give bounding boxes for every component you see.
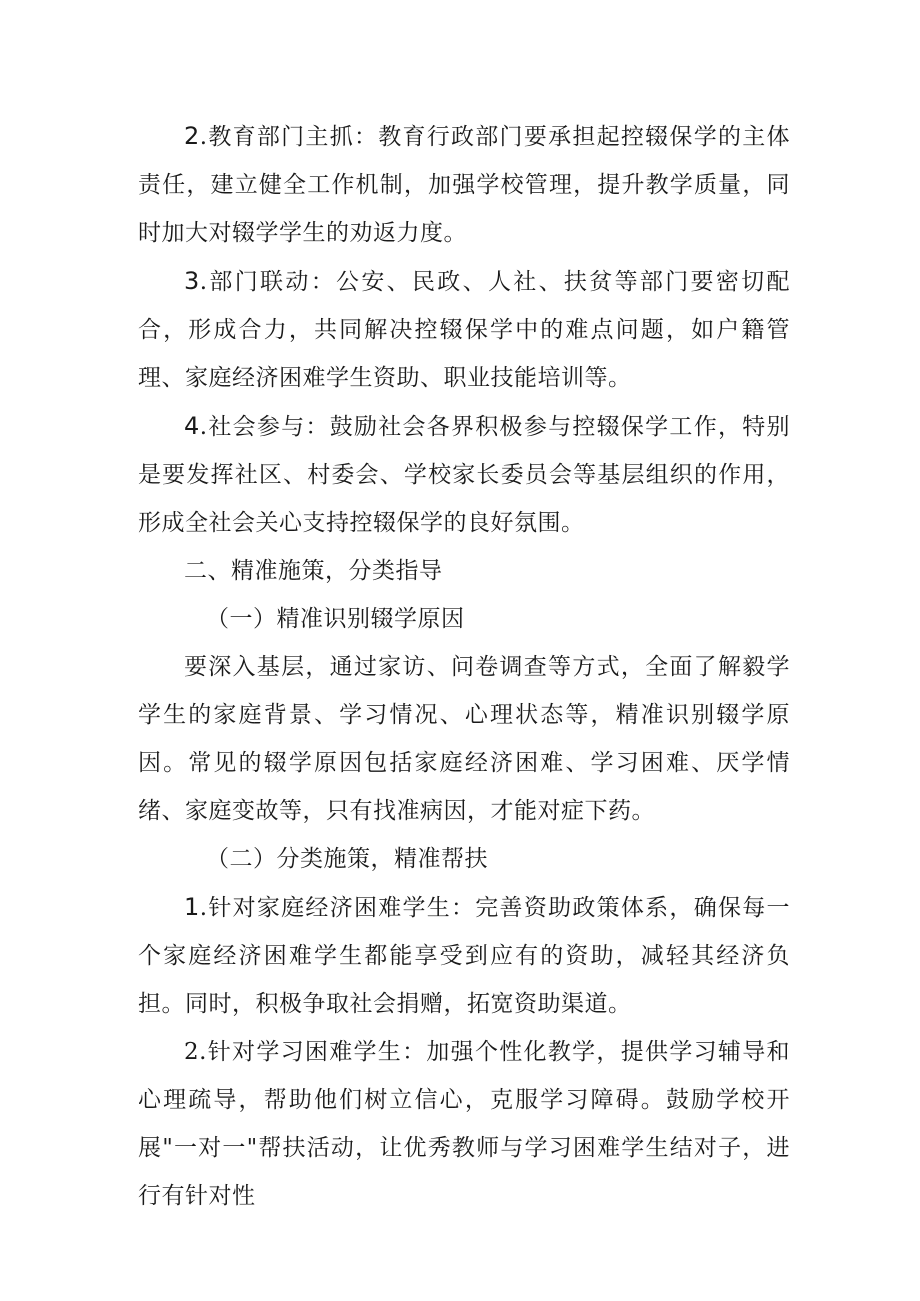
paragraph-text: .教育部门主抓：教育行政部门要承担起控辍保学的主体责任，建立健全工作机制，加强学校管理，提升教学质量，同时加大对辍学学生的劝返力度。 (138, 124, 790, 246)
sub-heading-classify: （二）分类施策，精准帮扶 (206, 846, 488, 872)
paragraph-4 (138, 402, 790, 547)
item-text: .针对家庭经济困难学生：完善资助政策体系，确保每一个家庭经济困难学生都能享受到应有的资助，减轻其经济负担。同时，积极争取社会捐赠，拓宽资助渠道。 (138, 895, 790, 1017)
paragraph-2 (138, 112, 790, 257)
paragraph-text: .社会参与：鼓励社会各界积极参与控辍保学工作，特别是要发挥社区、村委会、学校家长委员会等基层组织的作用，形成全社会关心支持控辍保学的良好氛围。 (138, 414, 790, 536)
paragraph-number: 2 (184, 122, 200, 150)
paragraph-number: 4 (184, 412, 200, 440)
sub-heading-identify: （一）精准识别辍学原因 (206, 606, 465, 632)
item-1 (138, 883, 790, 1028)
section-heading: 二、精准施策，分类指导 (184, 558, 443, 584)
item-text: 2.针对学习困难学生：加强个性化教学，提供学习辅导和心理疏导，帮助他们树立信心，克服学习障碍。鼓励学校开展"一对一"帮扶活动，让优秀教师与学习困难学生结对子，进行有针对性 (138, 1039, 790, 1209)
document-body (138, 112, 790, 1220)
paragraph-text: .部门联动：公安、民政、人社、扶贫等部门要密切配合，形成合力，共同解决控辍保学中的难点问题，如户籍管理、家庭经济困难学生资助、职业技能培训等。 (138, 269, 790, 391)
paragraph-number: 3 (184, 267, 200, 295)
paragraph-3 (138, 257, 790, 402)
item-number: 1 (184, 893, 200, 921)
body-paragraph-identify: 要深入基层，通过家访、问卷调查等方式，全面了解毅学学生的家庭背景、学习情况、心理状态等，精准识别辍学原因。常见的辍学原因包括家庭经济困难、学习困难、厌学情绪、家庭变故等，只有找准病因，才能对症下药。 (138, 654, 790, 824)
item-2 (138, 1028, 790, 1220)
